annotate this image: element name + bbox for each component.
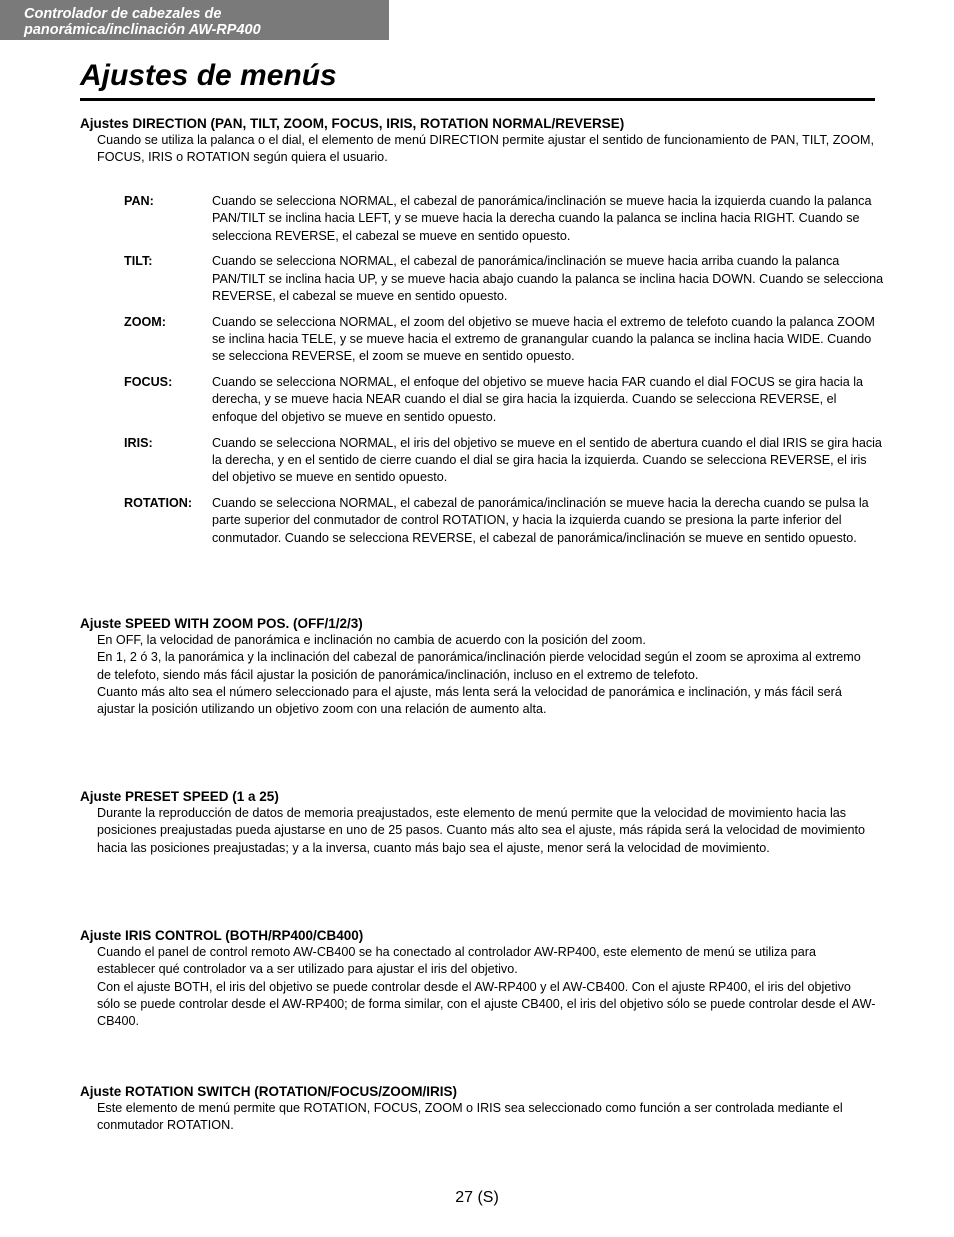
rotation-switch-section <box>80 1083 880 1135</box>
direction-desc: Cuando se selecciona NORMAL, el cabezal de panorámica/inclinación se mueve hacia la izquierda cuando la palanca PAN/TILT se inclina hacia LEFT, y se mueve hacia la derecha cuando la palanca se inclina hacia RIGHT. Cuando se selecciona REVERSE, el cabezal se mueve en sentido opuesto. <box>212 194 872 243</box>
paragraph: Durante la reproducción de datos de memoria preajustados, este elemento de menú permite que la velocidad de movimiento hacia las posiciones preajustadas pueda ajustarse en uno de 25 pasos. Cuanto más alto sea el ajuste, más rápida será la velocidad de movimiento hacia las posiciones preajustadas; y a la inversa, cuanto más bajo sea el ajuste, menor será la velocidad de movimiento. <box>97 806 865 855</box>
iris-control-body <box>97 944 877 1030</box>
direction-term: ZOOM: <box>124 314 166 329</box>
direction-definition-list <box>124 193 884 555</box>
direction-term: TILT: <box>124 254 153 269</box>
paragraph: Este elemento de menú permite que ROTATION, FOCUS, ZOOM o IRIS sea seleccionado como función a ser controlada mediante el conmutador ROTATION. <box>97 1101 843 1133</box>
page-number: 27 (S) <box>455 1189 499 1206</box>
iris-control-section <box>80 927 880 1030</box>
direction-item-iris <box>124 435 884 487</box>
direction-item-zoom <box>124 314 884 366</box>
direction-item-pan <box>124 193 884 245</box>
direction-item-rotation <box>124 495 884 547</box>
direction-desc: Cuando se selecciona NORMAL, el cabezal de panorámica/inclinación se mueve hacia la derecha cuando se pulsa la parte superior del conmutador de control ROTATION, y hacia la izquierda cuando se presiona la parte inferior del conmutador. Cuando se selecciona REVERSE, el cabezal de panorámica/inclinación se mueve en sentido opuesto. <box>212 495 869 545</box>
direction-heading: Ajustes DIRECTION (PAN, TILT, ZOOM, FOCUS, IRIS, ROTATION NORMAL/REVERSE) <box>80 116 625 131</box>
header-line-1: Controlador de cabezales de <box>24 6 222 22</box>
speed-zoom-body <box>97 632 877 718</box>
direction-term: FOCUS: <box>124 375 173 390</box>
preset-speed-body <box>97 805 877 857</box>
page-title: Ajustes de menús <box>80 59 337 92</box>
speed-zoom-section <box>80 615 880 718</box>
direction-item-tilt <box>124 253 884 305</box>
header-tab <box>0 0 389 40</box>
iris-control-heading: Ajuste IRIS CONTROL (BOTH/RP400/CB400) <box>80 928 364 943</box>
direction-desc: Cuando se selecciona NORMAL, el enfoque del objetivo se mueve hacia FAR cuando el dial FOCUS se gira hacia la derecha, y se mueve hacia NEAR cuando el dial se gira hacia la izquierda. Cuando se selecciona REVERSE, el enfoque del objetivo se mueve en sentido opuesto. <box>212 375 864 424</box>
preset-speed-section <box>80 788 880 857</box>
header-line-2: panorámica/inclinación AW-RP400 <box>24 22 261 38</box>
preset-speed-heading: Ajuste PRESET SPEED (1 a 25) <box>80 789 279 804</box>
direction-desc: Cuando se selecciona NORMAL, el cabezal de panorámica/inclinación se mueve hacia arriba cuando la palanca PAN/TILT se inclina hacia UP, y se mueve hacia abajo cuando la palanca se inclina hacia DOWN. Cuando se selecciona REVERSE, el cabezal se mueve en sentido opuesto. <box>212 254 884 303</box>
direction-term: IRIS: <box>124 435 153 450</box>
paragraph: Cuando el panel de control remoto AW-CB400 se ha conectado al controlador AW-RP400, este elemento de menú se utiliza para establecer qué controlador va a ser utilizado para ajustar el iris del objetivo. <box>97 945 816 977</box>
speed-zoom-heading: Ajuste SPEED WITH ZOOM POS. (OFF/1/2/3) <box>80 616 363 631</box>
direction-desc: Cuando se selecciona NORMAL, el iris del objetivo se mueve en el sentido de abertura cuando el dial IRIS se gira hacia la derecha, y en el sentido de cierre cuando el dial se gira hacia la izquierda. Cuando se selecciona REVERSE, el iris del objetivo se mueve en sentido opuesto. <box>212 435 882 485</box>
direction-body <box>97 132 877 167</box>
paragraph: En OFF, la velocidad de panorámica e inclinación no cambia de acuerdo con la posición del zoom. <box>97 633 646 647</box>
paragraph: Cuanto más alto sea el número seleccionado para el ajuste, más lenta será la velocidad de panorámica e inclinación, y más fácil será ajustar la posición utilizando un objetivo zoom con una relación de aumento alta. <box>97 684 842 717</box>
title-rule <box>80 98 875 101</box>
direction-item-focus <box>124 374 884 426</box>
direction-term: ROTATION: <box>124 495 193 510</box>
direction-section <box>80 115 880 167</box>
direction-intro: Cuando se utiliza la palanca o el dial, el elemento de menú DIRECTION permite ajustar el sentido de funcionamiento de PAN, TILT, ZOOM, FOCUS, IRIS o ROTATION según quiera el usuario. <box>97 133 874 165</box>
direction-desc: Cuando se selecciona NORMAL, el zoom del objetivo se mueve hacia el extremo de telefoto cuando la palanca ZOOM se inclina hacia TELE, y se mueve hacia el extremo de granangular cuando la palanca se inclina hacia WIDE. Cuando se selecciona REVERSE, el zoom se mueve en sentido opuesto. <box>212 314 875 364</box>
paragraph: En 1, 2 ó 3, la panorámica y la inclinación del cabezal de panorámica/inclinación pierde velocidad según el zoom se aproxima al extremo de telefoto, siendo más fácil ajustar la posición de panorámica/inclinación, incluso en el extremo de telefoto. <box>97 650 861 682</box>
direction-term: PAN: <box>124 194 154 208</box>
rotation-switch-heading: Ajuste ROTATION SWITCH (ROTATION/FOCUS/ZOOM/IRIS) <box>80 1084 457 1099</box>
paragraph: Con el ajuste BOTH, el iris del objetivo se puede controlar desde el AW-RP400 y el AW-CB400. Con el ajuste RP400, el iris del objetivo sólo se puede controlar desde el AW-RP400; de forma similar, con el ajuste CB400, el iris del objetivo sólo se puede controlar desde el AW-CB400. <box>97 979 876 1029</box>
rotation-switch-body <box>97 1100 877 1135</box>
